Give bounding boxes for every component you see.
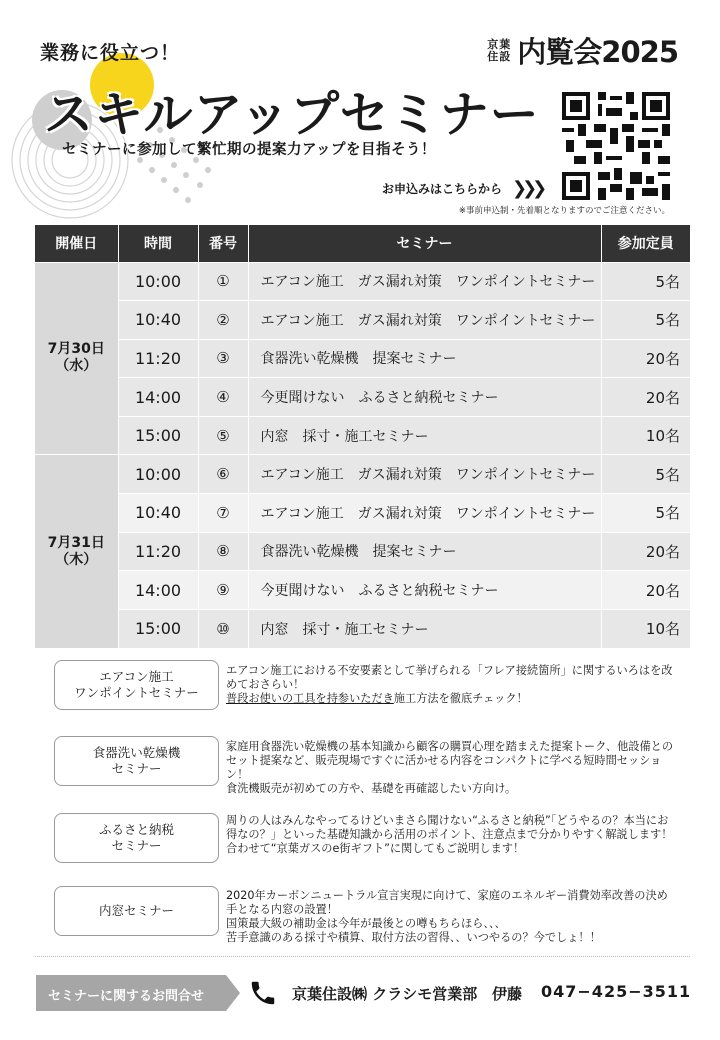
event-name: 内覧会2025 [517, 35, 678, 69]
session-capacity: 5名 [601, 455, 690, 494]
page-title: スキルアップセミナー [44, 86, 540, 143]
description-text: 苦手意識のある採寸や積算、取付方法の習得、、いつやるの？今でしょ！！ [226, 931, 601, 944]
table-row [35, 494, 690, 533]
event-org: 京葉住設 [487, 37, 512, 63]
apply-link[interactable] [382, 177, 543, 199]
session-number: ① [198, 262, 248, 301]
seminar-description-text [226, 740, 676, 796]
session-title: 食器洗い乾燥機 提案セミナー [248, 339, 601, 378]
event-logo [487, 30, 678, 71]
header-seminar: セミナー [248, 225, 601, 262]
seminar-description-text [226, 889, 676, 945]
seminar-description-label: ふるさと納税 セミナー [54, 813, 219, 863]
session-title: エアコン施工 ガス漏れ対策 ワンポイントセミナー [248, 455, 601, 494]
table-row [35, 262, 690, 301]
session-number: ⑨ [198, 571, 248, 610]
session-title: エアコン施工 ガス漏れ対策 ワンポイントセミナー [248, 262, 601, 301]
table-row [35, 571, 690, 610]
contact-person: 伊藤 [492, 985, 523, 1003]
session-number: ⑦ [198, 494, 248, 533]
seminar-description-label: 内窓セミナー [54, 886, 219, 936]
session-time: 10:40 [118, 494, 198, 533]
header-time: 時間 [118, 225, 198, 262]
seminar-description-label: 食器洗い乾燥機 セミナー [54, 736, 219, 786]
session-title: 食器洗い乾燥機 提案セミナー [248, 532, 601, 571]
qr-code-icon[interactable] [562, 92, 670, 200]
session-time: 11:20 [118, 532, 198, 571]
session-number: ⑩ [198, 609, 248, 648]
contact-label [36, 975, 240, 1011]
description-line [226, 931, 676, 945]
day-weekday: （水） [55, 358, 98, 375]
table-row [35, 301, 690, 340]
session-title: エアコン施工 ガス漏れ対策 ワンポイントセミナー [248, 494, 601, 533]
session-number: ② [198, 301, 248, 340]
session-title: エアコン施工 ガス漏れ対策 ワンポイントセミナー [248, 301, 601, 340]
session-time: 15:00 [118, 416, 198, 455]
page-subtitle: セミナーに参加して繁忙期の提案力アップを目指そう！ [62, 142, 436, 158]
session-capacity: 20名 [601, 571, 690, 610]
description-text: 国策最大級の補助金は今年が最後との噂もちらほら、、、 [226, 917, 506, 930]
apply-text: お申込みはこちらから [382, 182, 503, 196]
description-text: 施工方法を徹底チェック！ [393, 692, 528, 705]
session-title: 今更聞けない ふるさと納税セミナー [248, 571, 601, 610]
notice-text: ※事前申込制・先着順となりますのでご注意ください。 [458, 206, 670, 216]
description-line [226, 692, 676, 706]
contact-label-text: セミナーに関するお問合せ [48, 989, 205, 1004]
description-text: 家庭用食器洗い乾燥機の基本知識から顧客の購買心理を踏まえた提案トーク、他設備とのセット提案など、販売現場ですぐに活かせる内容をコンパクトに学べる短時間セッション！ [226, 740, 674, 781]
seminar-description-label: エアコン施工 ワンポイントセミナー [54, 660, 219, 710]
day-cell [35, 262, 118, 455]
session-number: ⑤ [198, 416, 248, 455]
session-capacity: 5名 [601, 262, 690, 301]
session-number: ⑥ [198, 455, 248, 494]
session-number: ⑧ [198, 532, 248, 571]
session-capacity: 20名 [601, 378, 690, 417]
header-number: 番号 [198, 225, 248, 262]
description-text: 2020年カーボンニュートラル宣言実現に向けて、家庭のエネルギー消費効率改善の決め手となる内窓の設置！ [226, 889, 668, 916]
seminar-description-text [226, 664, 676, 706]
footer-divider [35, 956, 690, 957]
contact-org: 京葉住設㈱ クラシモ営業部 [292, 985, 478, 1003]
session-capacity: 20名 [601, 339, 690, 378]
table-row [35, 609, 690, 648]
contact-phone-number[interactable]: 047−425−3511 [541, 982, 692, 1001]
session-capacity: 5名 [601, 494, 690, 533]
session-time: 14:00 [118, 378, 198, 417]
day-date: 7月30日 [47, 341, 105, 358]
schedule-table [35, 225, 690, 648]
table-row [35, 455, 690, 494]
day-weekday: （木） [55, 551, 98, 568]
table-row [35, 378, 690, 417]
description-line [226, 889, 676, 917]
day-date: 7月31日 [47, 534, 105, 551]
phone-icon [248, 978, 278, 1008]
table-header-row [35, 225, 690, 262]
session-number: ④ [198, 378, 248, 417]
seminar-description-text [226, 814, 676, 856]
session-time: 10:00 [118, 455, 198, 494]
session-time: 14:00 [118, 571, 198, 610]
header-date: 開催日 [35, 225, 118, 262]
header-capacity: 参加定員 [601, 225, 690, 262]
hero-header [0, 0, 720, 225]
arrow-right-icon: ❯❯❯ [512, 177, 543, 199]
day-cell [35, 455, 118, 648]
session-number: ③ [198, 339, 248, 378]
description-text: 周りの人はみんなやってるけどいまさら聞けない“ふるさと納税”「どうやるの？本当にお得なの？」といった基礎知識から活用のポイント、注意点まで分かりやすく解説します！ [226, 814, 673, 841]
description-underlined: 普段お使いの工具を持参いただき [226, 692, 394, 705]
description-text: 食洗機販売が初めての方や、基礎を再確認したい方向け。 [226, 782, 517, 795]
table-row [35, 416, 690, 455]
description-line [226, 782, 676, 796]
session-title: 今更聞けない ふるさと納税セミナー [248, 378, 601, 417]
session-capacity: 10名 [601, 416, 690, 455]
tagline: 業務に役立つ！ [40, 42, 181, 64]
description-line [226, 814, 676, 842]
session-time: 15:00 [118, 609, 198, 648]
session-capacity: 10名 [601, 609, 690, 648]
description-line [226, 917, 676, 931]
table-row [35, 339, 690, 378]
session-time: 10:40 [118, 301, 198, 340]
description-text: 合わせて“京葉ガスのe街ギフト”に関してもご説明します！ [226, 842, 525, 855]
session-time: 11:20 [118, 339, 198, 378]
description-line [226, 842, 676, 856]
session-capacity: 20名 [601, 532, 690, 571]
table-row [35, 532, 690, 571]
session-title: 内窓 採寸・施工セミナー [248, 609, 601, 648]
session-time: 10:00 [118, 262, 198, 301]
description-text: エアコン施工における不安要素として挙げられる「フレア接続箇所」に関するいろはを改めておさらい！ [226, 664, 673, 691]
description-line [226, 664, 676, 692]
description-line [226, 740, 676, 782]
session-capacity: 5名 [601, 301, 690, 340]
session-title: 内窓 採寸・施工セミナー [248, 416, 601, 455]
